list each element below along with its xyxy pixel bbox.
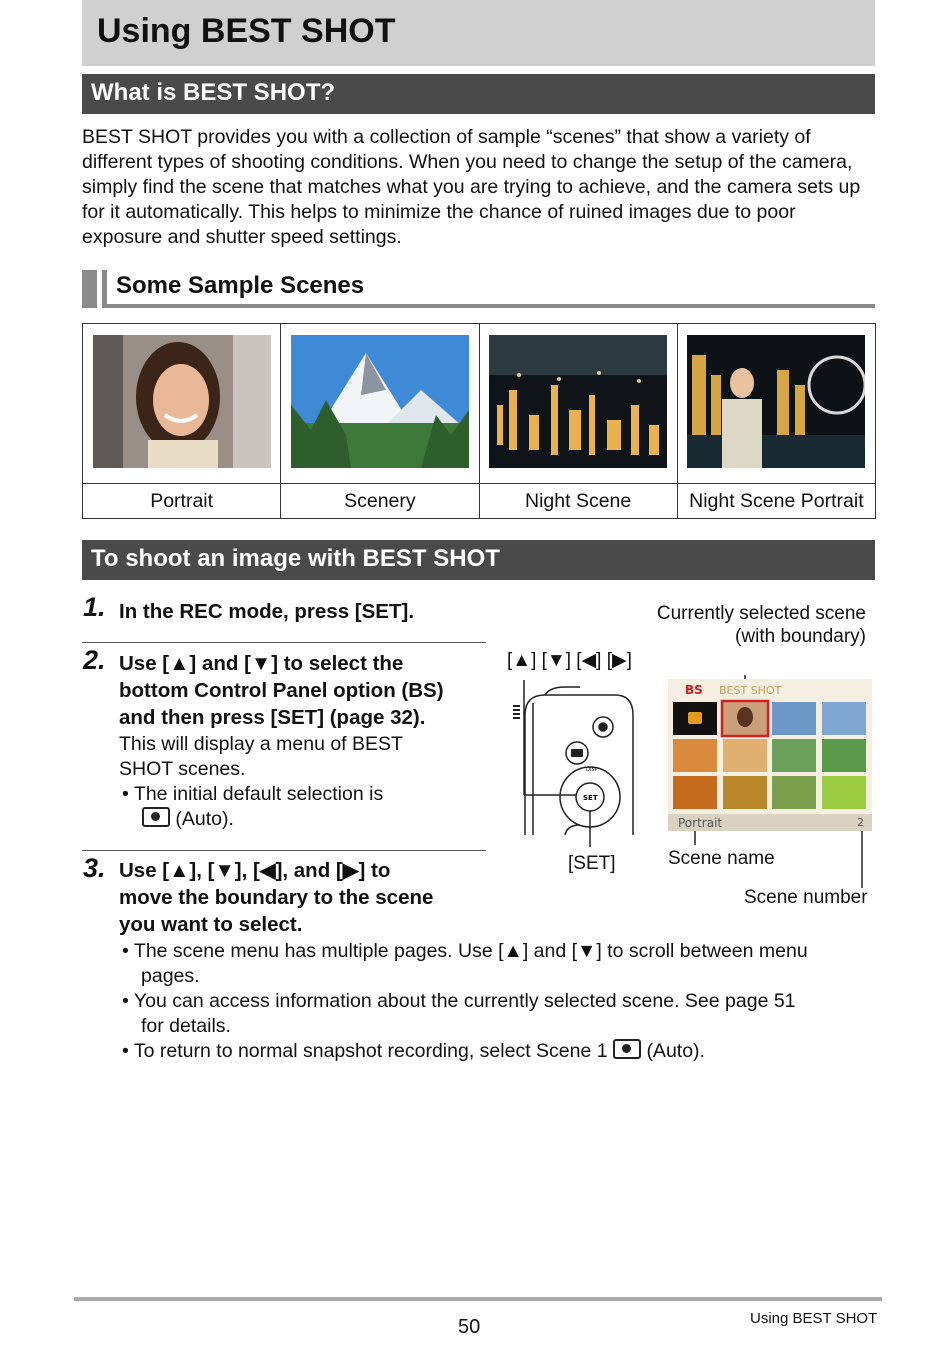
screen-header-text: BEST SHOT bbox=[719, 684, 782, 697]
intro-paragraph: BEST SHOT provides you with a collection of sample “scenes” that show a variety of different types of shooting conditions. When you need to change the setup of the camera, simply find the scene that matches what you are trying to achieve, and the camera sets up for it automatically. This helps to minimize the chance of ruined images due to poor exposure and shutter speed settings. bbox=[82, 126, 861, 248]
set-key-label: [SET] bbox=[568, 853, 616, 874]
scene-label: Night Scene Portrait bbox=[677, 484, 875, 519]
section-heading-to-shoot bbox=[82, 540, 875, 580]
scene-name-label: Scene name bbox=[668, 848, 775, 869]
page-number: 50 bbox=[458, 1316, 481, 1338]
step-2-text: Use [▲] and [▼] to select the bottom Control Panel option (BS) and then press [SET] (page 32). bbox=[119, 652, 444, 729]
bullet-item: • You can access information about the currently selected scene. See page 51 bbox=[122, 990, 796, 1012]
camera-diagram bbox=[505, 675, 880, 890]
sample-scenes-table bbox=[82, 323, 876, 519]
subheading-sample-scenes bbox=[82, 270, 875, 308]
arrow-keys-label: [▲] [▼] [◀] [▶] bbox=[507, 650, 632, 671]
step-1-text: In the REC mode, press [SET]. bbox=[119, 600, 415, 623]
step-number: 3. bbox=[83, 853, 106, 883]
scene-cell-night bbox=[479, 324, 677, 484]
page-title: Using BEST SHOT bbox=[97, 12, 396, 50]
auto-camera-icon bbox=[142, 807, 170, 827]
scene-label: Portrait bbox=[83, 484, 281, 519]
scenery-photo bbox=[291, 335, 469, 468]
screen-scene-name: Portrait bbox=[678, 816, 723, 830]
auto-camera-icon bbox=[613, 1039, 641, 1059]
step-2-body: This will display a menu of BEST SHOT scenes. bbox=[119, 733, 403, 780]
section-heading-text: What is BEST SHOT? bbox=[91, 79, 336, 106]
portrait-photo bbox=[93, 335, 271, 468]
scene-cell-scenery bbox=[281, 324, 479, 484]
section-heading-text: To shoot an image with BEST SHOT bbox=[91, 545, 500, 572]
step-2-bullet: • The initial default selection is (Auto). bbox=[122, 783, 384, 830]
scene-cell-night-portrait bbox=[677, 324, 875, 484]
step-divider bbox=[82, 850, 486, 851]
scene-cell-portrait bbox=[83, 324, 281, 484]
section-heading-what-is bbox=[82, 74, 875, 114]
footer-rule bbox=[74, 1297, 882, 1301]
step-3-bullets: • The scene menu has multiple pages. Use [▲] and [▼] to scroll between menu pages. • You can access information about the currently selected scene. See page 51 for details. • To return to normal snapshot recording, select Scene 1 (Auto). bbox=[122, 939, 882, 1064]
step-number: 2. bbox=[83, 645, 106, 675]
screen-scene-number: 2 bbox=[857, 816, 864, 829]
subheading-text: Some Sample Scenes bbox=[116, 272, 365, 299]
scene-label: Scenery bbox=[281, 484, 479, 519]
screen-bs-text: BS bbox=[685, 683, 703, 697]
scene-number-label: Scene number bbox=[744, 887, 868, 908]
disp-text: DISP bbox=[586, 767, 598, 773]
footer-title: Using BEST SHOT bbox=[750, 1310, 878, 1327]
bullet-item: • To return to normal snapshot recording, select Scene 1 (Auto). bbox=[122, 1040, 705, 1062]
scene-label: Night Scene bbox=[479, 484, 677, 519]
step-divider bbox=[82, 642, 486, 643]
night-scene-photo bbox=[489, 335, 667, 468]
step-number: 1. bbox=[83, 592, 106, 622]
night-portrait-photo bbox=[687, 335, 865, 468]
page-title-bar bbox=[82, 0, 875, 66]
bullet-item: • The scene menu has multiple pages. Use [▲] and [▼] to scroll between menu bbox=[122, 940, 808, 962]
set-text: SET bbox=[583, 794, 598, 802]
current-scene-label: Currently selected scene (with boundary) bbox=[656, 603, 866, 647]
step-3-text: Use [▲], [▼], [◀], and [▶] to move the boundary to the scene you want to select. bbox=[119, 859, 434, 936]
